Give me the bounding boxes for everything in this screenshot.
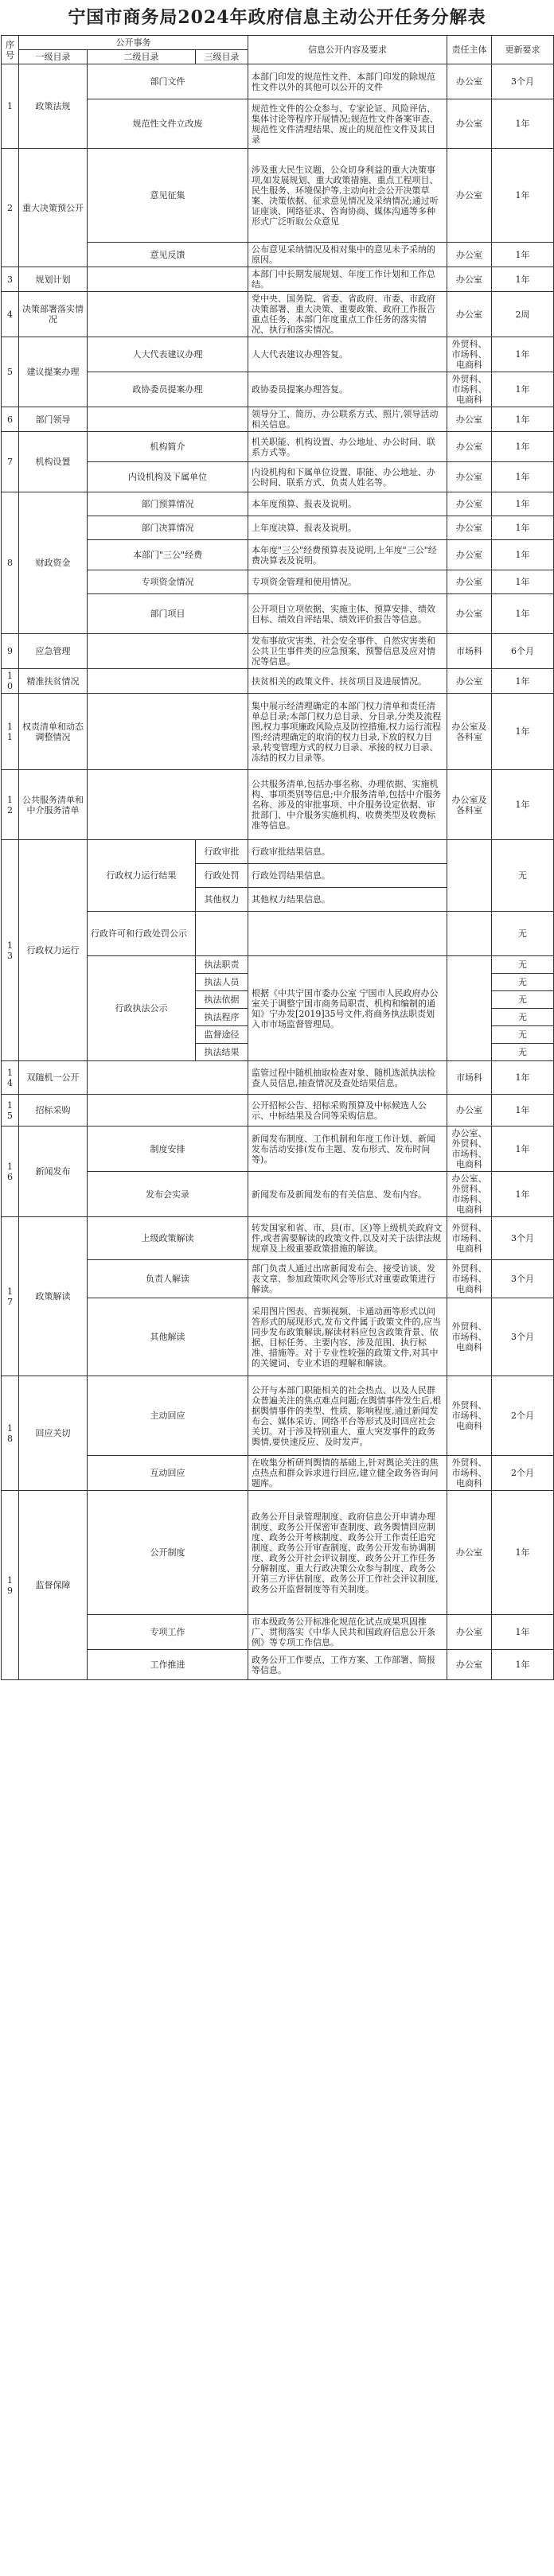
table-cell: 3 — [2, 267, 19, 292]
table-cell: 专项资金管理和使用情况。 — [248, 570, 447, 594]
table-cell: 建议提案办理 — [19, 337, 88, 407]
table-cell: 机关职能、机构设置、办公地址、办公时间、联系方式等。 — [248, 432, 447, 462]
table-cell: 12 — [2, 770, 19, 840]
table-cell: 1年 — [492, 1127, 554, 1172]
table-cell: 执法结果 — [196, 1044, 248, 1061]
task-table — [1, 35, 554, 1680]
table-cell: 1年 — [492, 540, 554, 570]
table-row — [2, 1376, 554, 1456]
table-cell: 公布意见采纳情况及相对集中的意见未予采纳的原因。 — [248, 243, 447, 267]
table-cell: 办公室 — [447, 594, 492, 634]
table-cell — [88, 292, 248, 337]
header-seq: 序号 — [2, 36, 19, 64]
table-cell: 9 — [2, 634, 19, 669]
table-cell: 市场科 — [447, 1061, 492, 1095]
table-cell: 办公室 — [447, 669, 492, 694]
table-cell: 新闻发布及新闻发布的有关信息、发布内容。 — [248, 1172, 447, 1217]
table-cell: 双随机一公开 — [19, 1061, 88, 1095]
table-cell: 新闻发布 — [19, 1127, 88, 1217]
table-row — [2, 1127, 554, 1172]
table-cell: 人大代表建议办理 — [88, 337, 248, 372]
table-cell: 工作推进 — [88, 1650, 248, 1680]
table-cell: 机构简介 — [88, 432, 248, 462]
table-cell: 13 — [2, 840, 19, 1061]
table-cell: 1年 — [492, 669, 554, 694]
table-row — [2, 432, 554, 462]
header-matter: 公开事务 — [19, 36, 248, 50]
table-cell: 应急管理 — [19, 634, 88, 669]
table-cell: 6 — [2, 407, 19, 432]
table-cell: 1年 — [492, 267, 554, 292]
table-cell: 1年 — [492, 770, 554, 840]
table-cell: 政策解读 — [19, 1217, 88, 1376]
table-row — [2, 1095, 554, 1127]
table-cell: 1年 — [492, 1650, 554, 1680]
table-cell: 办公室 — [447, 516, 492, 540]
header-level2: 二级目录 — [88, 50, 196, 64]
table-cell: 外贸科、市场科、电商科 — [447, 1376, 492, 1456]
table-cell: 专项资金情况 — [88, 570, 248, 594]
table-cell: 执法依据 — [196, 991, 248, 1009]
table-cell: 政策法规 — [19, 64, 88, 149]
table-cell: 转发国家和省、市、县(市、区)等上级机关政府文件,或者需要解读的政策文件,以及对关于法律法规规章及上级重要政策措施的解读。 — [248, 1217, 447, 1260]
header-period: 更新要求 — [492, 36, 554, 64]
table-cell: 执法人员 — [196, 974, 248, 991]
table-cell: 市本级政务公开标准化规范化试点成果巩固推广、贯彻落实《中华人民共和国政府信息公开条例》等专项工作信息。 — [248, 1615, 447, 1650]
table-cell: 回应关切 — [19, 1376, 88, 1491]
table-cell: 内设机构和下属单位设置、职能、办公地址、办公时间、联系方式、负责人姓名等。 — [248, 462, 447, 492]
header-level1: 一级目录 — [19, 50, 88, 64]
table-cell: 其他权力 — [196, 888, 248, 912]
table-cell: 部门文件 — [88, 64, 248, 99]
table-cell: 3个月 — [492, 1217, 554, 1260]
table-cell: 11 — [2, 694, 19, 770]
table-cell — [88, 267, 248, 292]
table-cell: 行政审批结果信息。 — [248, 840, 447, 864]
table-cell: 外贸科、市场科、电商科 — [447, 1298, 492, 1376]
table-cell: 无 — [492, 1044, 554, 1061]
table-row — [2, 292, 554, 337]
table-cell: 办公室 — [447, 64, 492, 99]
table-cell: 无 — [492, 974, 554, 991]
table-cell: 1年 — [492, 694, 554, 770]
table-cell: 1年 — [492, 462, 554, 492]
table-cell: 部门项目 — [88, 594, 248, 634]
table-cell — [196, 912, 248, 956]
table-cell: 1年 — [492, 432, 554, 462]
table-cell: 1年 — [492, 594, 554, 634]
table-row — [2, 407, 554, 432]
table-cell: 本部门印发的规范性文件、本部门印发的除规范性文件以外的其他可以公开的文件 — [248, 64, 447, 99]
table-cell: 发布会实录 — [88, 1172, 248, 1217]
table-cell: 1 — [2, 64, 19, 149]
table-cell: 互动回应 — [88, 1456, 248, 1491]
table-cell: 本部门"三公"经费 — [88, 540, 248, 570]
table-cell: 监督途径 — [196, 1026, 248, 1044]
table-cell: 政协委员提案办理 — [88, 372, 248, 407]
table-cell: 本部门中长期发展规划、年度工作计划和工作总结。 — [248, 267, 447, 292]
table-cell: 市场科 — [447, 634, 492, 669]
table-cell: 精准扶贫情况 — [19, 669, 88, 694]
table-cell: 无 — [492, 1009, 554, 1026]
table-cell: 2个月 — [492, 1456, 554, 1491]
table-cell: 在收集分析研判舆情的基础上,针对舆论关注的焦点热点和群众诉求进行回应,建立健全政务咨询问题库。 — [248, 1456, 447, 1491]
table-cell — [447, 840, 492, 912]
table-cell: 财政资金 — [19, 492, 88, 634]
table-cell: 公开项目立项依据、实施主体、预算安排、绩效目标、绩效自评结果、绩效评价报告等信息。 — [248, 594, 447, 634]
table-cell: 规范性文件的公众参与、专家论证、风险评估、集体讨论等程序开展情况;规范性文件备案审查、规范性文件清理结果、废止的规范性文件及其目录 — [248, 99, 447, 149]
table-cell: 新闻发布制度、工作机制和年度工作计划、新闻发布活动安排(发布主题、发布形式、发布时间等)。 — [248, 1127, 447, 1172]
table-cell: 4 — [2, 292, 19, 337]
table-cell: 1年 — [492, 1172, 554, 1217]
table-cell: 1年 — [492, 99, 554, 149]
table-cell: 领导分工、简历、办公联系方式、照片,领导活动相关信息。 — [248, 407, 447, 432]
table-cell: 办公室、外贸科、市场科、电商科 — [447, 1172, 492, 1217]
table-cell — [88, 634, 248, 669]
table-row — [2, 840, 554, 864]
table-cell: 1年 — [492, 372, 554, 407]
table-cell: 扶贫相关的政策文件、扶贫项目及进展情况。 — [248, 669, 447, 694]
table-cell: 办公室 — [447, 570, 492, 594]
table-cell: 规划计划 — [19, 267, 88, 292]
table-row — [2, 492, 554, 516]
table-cell: 2个月 — [492, 1376, 554, 1456]
header-unit: 责任主体 — [447, 36, 492, 64]
table-cell: 根据《中共宁国市委办公室 宁国市人民政府办公室关于调整宁国市商务局职责、机构和编制的通知》宁办发[2019]35号文件,将商务执法职责划入市市场监督管理局。 — [248, 956, 447, 1061]
table-cell — [88, 669, 248, 694]
table-cell: 16 — [2, 1127, 19, 1217]
table-cell: 政务公开工作要点、工作方案、工作部署、简报等信息。 — [248, 1650, 447, 1680]
table-row — [2, 1061, 554, 1095]
table-cell: 办公室 — [447, 492, 492, 516]
table-cell: 人大代表建议办理答复。 — [248, 337, 447, 372]
table-cell: 行政许可和行政处罚公示 — [88, 912, 196, 956]
table-row — [2, 337, 554, 372]
table-cell: 权责清单和动态调整情况 — [19, 694, 88, 770]
table-row — [2, 770, 554, 840]
table-cell — [88, 1061, 248, 1095]
table-cell: 行政审批 — [196, 840, 248, 864]
table-cell: 办公室及各科室 — [447, 694, 492, 770]
table-row — [2, 634, 554, 669]
table-cell: 18 — [2, 1376, 19, 1491]
table-cell: 招标采购 — [19, 1095, 88, 1127]
table-cell: 2周 — [492, 292, 554, 337]
table-cell: 3个月 — [492, 1260, 554, 1298]
table-cell: 办公室、外贸科、市场科、电商科 — [447, 1127, 492, 1172]
table-cell: 1年 — [492, 243, 554, 267]
table-row — [2, 64, 554, 99]
table-cell: 公开制度 — [88, 1491, 248, 1615]
table-cell: 公开与本部门职能相关的社会热点、以及人民群众普遍关注的焦点难点问题;在舆情事件发生后,根据舆情事件的类型、性质、影响程度,通过新闻发布会、媒体采访、网络平台等形式及时回应社会关切。对于涉及特别重大、重大突发事件的政务舆情,要快速反应、及时发声。 — [248, 1376, 447, 1456]
table-cell: 涉及重大民生议题、公众切身利益的重大决策事项,如发展规划、重大政策措施、重点工程项目、民生服务、环境保护等,主动向社会公开决策草案、决策依据、征求意见情况及采纳情况;通过听证座谈、网络征求、咨询协商、媒体沟通等多种形式广泛听取公众意见 — [248, 149, 447, 243]
table-cell: 5 — [2, 337, 19, 407]
table-cell: 上年度决算、报表及说明。 — [248, 516, 447, 540]
table-cell: 1年 — [492, 1095, 554, 1127]
table-cell — [88, 1095, 248, 1127]
table-cell: 3个月 — [492, 64, 554, 99]
table-cell — [248, 912, 447, 956]
table-cell: 负责人解读 — [88, 1260, 248, 1298]
table-cell: 7 — [2, 432, 19, 492]
table-cell: 1年 — [492, 516, 554, 540]
table-cell: 行政权力运行 — [19, 840, 88, 1061]
table-cell: 1年 — [492, 570, 554, 594]
table-cell: 2 — [2, 149, 19, 267]
table-cell: 办公室 — [447, 292, 492, 337]
table-cell: 17 — [2, 1217, 19, 1376]
table-cell: 集中展示经清理确定的本部门权力清单和责任清单总目录;本部门权力总目录、分目录,分类及流程图,权力事项廉政风险点及防控措施,权力运行流程图;经清理确定的取消的权力目录,下放的权力目录,转变管理方式的权力目录、承接的权力目录、冻结的权力目录等。 — [248, 694, 447, 770]
table-cell: 外贸科、市场科、电商科 — [447, 372, 492, 407]
header-level3: 三级目录 — [196, 50, 248, 64]
table-cell: 办公室 — [447, 462, 492, 492]
table-cell: 无 — [492, 840, 554, 912]
table-cell: 办公室 — [447, 1095, 492, 1127]
table-cell: 3个月 — [492, 1298, 554, 1376]
table-cell: 政务公开目录管理制度、政府信息公开申请办理制度、政务公开保密审查制度、政务舆情回应制度、政务公开考核制度、政务公开工作责任追究制度、政务公开审查制度、政务公开发布协调制度、政务公开社会评议制度、政务公开工作任务分解制度、重大行政决策公众参与制度、政务公开第三方评估制度、政务公开工作社会评议制度,政务公开监督制度等有关制度。 — [248, 1491, 447, 1615]
table-row — [2, 267, 554, 292]
table-cell: 6个月 — [492, 634, 554, 669]
table-cell: 无 — [492, 912, 554, 956]
table-cell: 部门决算情况 — [88, 516, 248, 540]
table-cell: 部门预算情况 — [88, 492, 248, 516]
table-cell: 其他解读 — [88, 1298, 248, 1376]
table-cell: 无 — [492, 956, 554, 974]
table-cell: 行政处罚 — [196, 864, 248, 888]
table-cell — [447, 912, 492, 956]
table-cell: 公开招标公告、招标采购预算及中标候选人公示、中标结果及合同等采购信息。 — [248, 1095, 447, 1127]
table-cell: 1年 — [492, 1615, 554, 1650]
table-cell: 制度安排 — [88, 1127, 248, 1172]
table-cell: 行政执法公示 — [88, 956, 196, 1061]
table-cell: 本年度预算、报表及说明。 — [248, 492, 447, 516]
table-row — [2, 669, 554, 694]
table-cell: 决策部署落实情况 — [19, 292, 88, 337]
table-cell: 其他权力结果信息。 — [248, 888, 447, 912]
table-row — [2, 694, 554, 770]
table-cell: 机构设置 — [19, 432, 88, 492]
table-row — [2, 149, 554, 243]
table-cell: 15 — [2, 1095, 19, 1127]
table-cell: 外贸科、市场科、电商科 — [447, 1456, 492, 1491]
table-cell: 办公室 — [447, 540, 492, 570]
table-cell: 10 — [2, 669, 19, 694]
table-cell: 1年 — [492, 1491, 554, 1615]
table-cell: 1年 — [492, 492, 554, 516]
table-cell: 上级政策解读 — [88, 1217, 248, 1260]
table-cell — [447, 956, 492, 1061]
table-cell: 办公室 — [447, 1615, 492, 1650]
table-cell: 办公室 — [447, 99, 492, 149]
table-cell: 8 — [2, 492, 19, 634]
header-content: 信息公开内容及要求 — [248, 36, 447, 64]
table-cell: 办公室 — [447, 267, 492, 292]
table-row — [2, 1217, 554, 1260]
table-cell: 无 — [492, 1026, 554, 1044]
table-cell: 19 — [2, 1491, 19, 1680]
table-cell: 意见征集 — [88, 149, 248, 243]
table-cell: 1年 — [492, 149, 554, 243]
table-cell: 办公室 — [447, 1650, 492, 1680]
table-cell: 公共服务清单和中介服务清单 — [19, 770, 88, 840]
table-cell: 14 — [2, 1061, 19, 1095]
document-title: 宁国市商务局2024年政府信息主动公开任务分解表 — [68, 7, 486, 28]
table-cell: 部门领导 — [19, 407, 88, 432]
table-cell: 监督保障 — [19, 1491, 88, 1680]
table-cell: 外贸科、市场科、电商科 — [447, 337, 492, 372]
table-cell: 专项工作 — [88, 1615, 248, 1650]
table-cell: 行政权力运行结果 — [88, 840, 196, 912]
table-cell: 本年度"三公"经费预算表及说明,上年度"三公"经费决算表及说明。 — [248, 540, 447, 570]
table-cell: 内设机构及下属单位 — [88, 462, 248, 492]
table-cell: 外贸科、市场科、电商科 — [447, 1217, 492, 1260]
table-cell: 采用图片图表、音频视频、卡通动画等形式以问答形式的展现形式,发布文件属于政策文件的,应当同步发布政策解读,解读材料应包含政策背景、依据、目标任务、主要内容、涉及范围、执行标准、措施等。对于专业性较强的政策文件,对其中的关键词、专业术语的理解和解读。 — [248, 1298, 447, 1376]
table-cell: 办公室 — [447, 1491, 492, 1615]
table-cell: 办公室 — [447, 407, 492, 432]
table-cell: 1年 — [492, 1061, 554, 1095]
table-cell: 办公室 — [447, 243, 492, 267]
table-cell: 规范性文件立改废 — [88, 99, 248, 149]
table-cell: 重大决策预公开 — [19, 149, 88, 267]
table-cell: 1年 — [492, 337, 554, 372]
table-cell — [88, 770, 248, 840]
table-cell: 执法程序 — [196, 1009, 248, 1026]
table-cell — [88, 407, 248, 432]
table-cell — [88, 694, 248, 770]
table-cell: 主动回应 — [88, 1376, 248, 1456]
table-cell: 办公室及各科室 — [447, 770, 492, 840]
table-cell: 执法职责 — [196, 956, 248, 974]
table-cell: 政协委员提案办理答复。 — [248, 372, 447, 407]
table-cell: 党中央、国务院、省委、省政府、市委、市政府决策部署、重大决策、重要政策、政府工作报告重点任务、本部门年度重点工作任务的落实情况、执行和落实情况。 — [248, 292, 447, 337]
table-cell: 监管过程中随机抽取检查对象、随机选派执法检查人员信息,抽查情况及查处结果信息。 — [248, 1061, 447, 1095]
table-cell: 行政处罚结果信息。 — [248, 864, 447, 888]
table-cell: 公共服务清单,包括办事名称、办理依据、实施机构、事项类别等信息;中介服务清单,包括中介服务名称、涉及的审批事项、中介服务设定依据、审批部门、中介服务实施机构、收费类型及收费标准等信息。 — [248, 770, 447, 840]
table-row — [2, 1491, 554, 1615]
table-cell: 办公室 — [447, 149, 492, 243]
table-cell: 外贸科、市场科、电商科 — [447, 1260, 492, 1298]
table-cell: 无 — [492, 991, 554, 1009]
table-body — [2, 64, 554, 1680]
table-cell: 办公室 — [447, 432, 492, 462]
table-cell: 1年 — [492, 407, 554, 432]
table-cell: 发布事故灾害类、社会安全事件、自然灾害类和公共卫生事件类的应急预案、预警信息及应对情况等信息。 — [248, 634, 447, 669]
table-cell: 部门负责人通过出席新闻发布会、接受访谈、发表文章、参加政策吹风会等形式对重要政策进行解读。 — [248, 1260, 447, 1298]
table-cell: 意见反馈 — [88, 243, 248, 267]
